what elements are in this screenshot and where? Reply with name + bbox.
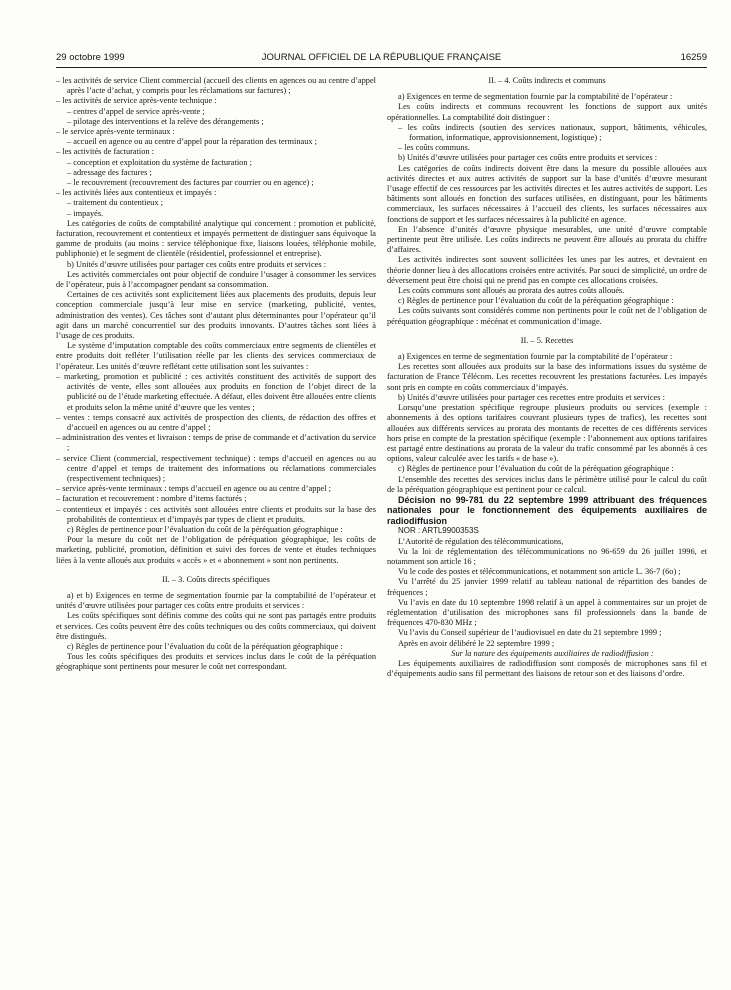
paragraph: a) Exigences en terme de segmentation fournie par la comptabilité de l’opérateur : xyxy=(398,92,673,102)
paragraph: Les catégories de coûts de comptabilité analytique qui concernent : promotion et publicité, facturation, recouvrement et contentieux et impayés permettent de distinguer sans équivoque la gamme de produits (au moins : service téléphonique fixe, liaisons louées, téléphonie mobile, publiphonie) et le segment de clientèle (résidentiel, professionnel et entreprise). xyxy=(56,218,376,259)
paragraph: Les activités commerciales ont pour objectif de conduire l’usager à consommer les services de l’opérateur, puis à l’accompagner pendant sa consommation. xyxy=(56,269,376,290)
paragraph: b) Unités d’œuvre utilisées pour partager ces coûts entre produits et services : xyxy=(67,259,327,269)
list-item: – les coûts communs. xyxy=(398,143,470,153)
paragraph: L’ensemble des recettes des services inclus dans le périmètre utilisé pour le calcul du coût de la péréquation géographique est pertinent pour ce calcul. xyxy=(387,474,707,494)
list-item: – accueil en agence ou au centre d’appel pour la réparation des terminaux ; xyxy=(67,137,317,147)
paragraph: Les activités indirectes sont souvent sollicitées les unes par les autres, et devraient en théorie donner lieu à des allocations croisées entre activités. Par souci de simplicité, un ordre de déversement peut être choisi qui ne prend pas en compte ces allocations croisées. xyxy=(387,255,707,285)
list-item: – administration des ventes et livraison : temps de prise de commande et d’activation du service ; xyxy=(56,433,376,453)
paragraph: Les équipements auxiliaires de radiodiffusion sont composés de microphones sans fil et d’équipements audio sans fil permettant des liaisons de retour son et des liaisons d’ordre. xyxy=(387,659,707,679)
paragraph: c) Règles de pertinence pour l’évaluation du coût de la péréquation géographique : xyxy=(67,524,343,534)
list-item: – les coûts indirects (soutien des services nationaux, support, bâtiments, véhicules, formation, informatique, approvisionnement, logistique) ; xyxy=(398,122,707,143)
list-item: – traitement du contentieux ; xyxy=(67,198,163,208)
paragraph: Vu l’avis en date du 10 septembre 1998 relatif à un appel à commentaires sur un projet de réglementation d’utilisation des microphones sans fil professionnels dans la bande de fréquences 470-830 MHz ; xyxy=(387,597,707,628)
paragraph: L’Autorité de régulation des télécommunications, xyxy=(398,536,564,546)
paragraph: a) et b) Exigences en terme de segmentation fournie par la comptabilité de l’opérateur et unités d’œuvre utilisées pour partager ces coûts entre produits et services : xyxy=(56,590,376,611)
paragraph: Vu l’arrêté du 25 janvier 1999 relatif au tableau national de répartition des bandes de fréquences ; xyxy=(387,577,707,597)
section-heading: II. – 3. Coûts directs spécifiques xyxy=(162,574,270,584)
list-item: – facturation et recouvrement : nombre d’items facturés ; xyxy=(56,494,247,504)
paragraph: Lorsqu’une prestation spécifique regroupe plusieurs produits ou services (exemple : abonnements à des options tarifaires couvrant plusieurs types de trafics), les recettes sont allouées aux différents services au prorata des montants de recettes de ces différents services hors prise en compte de la prestation spécifique (exemple : l’abonnement aux options tarifaires est partagé entre destinations au prorata de la valeur du trafic consommé par les abonnés à ces options, valeur calculée avec les tarifs « de base »). xyxy=(387,403,707,464)
list-item: – les activités liées aux contentieux et impayés : xyxy=(56,188,217,198)
paragraph: Les recettes sont allouées aux produits sur la base des informations issues du système de facturation de France Télécom. Les recettes recouvrent les prestations facturées. Les impayés sont pris en compte en coûts commerciaux d’impayés. xyxy=(387,362,707,392)
paragraph: Vu la loi de réglementation des télécommunications no 96-659 du 26 juillet 1996, et notamment son article 16 ; xyxy=(387,546,707,567)
list-item: – service Client (commercial, respectivement technique) : temps d’accueil en agences ou au centre d’appel et temps de traitement des informations ou réclamations commerciales (respectivement techniques) ; xyxy=(56,453,376,483)
paragraph: Les catégories de coûts indirects doivent être dans la mesure du possible allouées aux activités directes et aux autres activités de support sur la base d’unités d’œuvre mesurant l’usage effectif de ces ressources par les activités directes et les autres activités de support. Les bâtiments sont alloués en fonction des surfaces utilisées, en distinguant, pour les bâtiments commerciaux, les surfaces nécessaires à l’accueil des clients, les surfaces nécessaires aux fonctions de support et les surfaces nécessaires à la publicité en agence. xyxy=(387,163,707,224)
header-page-number: 16259 xyxy=(680,52,707,63)
paragraph: Les coûts indirects et communs recouvrent les fonctions de support aux unités opérationnelles. La comptabilité doit distinguer : xyxy=(387,102,707,122)
paragraph: c) Règles de pertinence pour l’évaluation du coût de la péréquation géographique : xyxy=(67,641,343,651)
list-item: – ventes : temps consacré aux activités de prospection des clients, de rédaction des offres et d’accueil en agences ou au centre d’appel ; xyxy=(56,412,376,432)
list-item: – centres d’appel de service après-vente ; xyxy=(67,106,205,116)
paragraph: Les coûts suivants sont considérés comme non pertinents pour le coût net de l’obligation de péréquation géographique : mécénat et communication d’image. xyxy=(387,306,707,326)
list-item: – service après-vente terminaux : temps d’accueil en agence ou au centre d’appel ; xyxy=(56,484,331,494)
paragraph: b) Unités d’œuvre utilisées pour partager ces recettes entre produits et services : xyxy=(398,392,665,402)
page-header xyxy=(56,52,707,66)
list-item: – conception et exploitation du système de facturation ; xyxy=(67,157,252,167)
paragraph: Les coûts communs sont alloués au prorata des autres coûts alloués. xyxy=(398,286,625,296)
list-item: – les activités de facturation : xyxy=(56,147,155,157)
section-heading: II. – 4. Coûts indirects et communs xyxy=(488,76,606,85)
paragraph: Les coûts spécifiques sont définis comme des coûts qui ne sont pas partagés entre produits et services. Ces coûts peuvent être des coûts techniques ou des coûts commerciaux, qui doivent être distingués. xyxy=(56,611,376,641)
header-date: 29 octobre 1999 xyxy=(56,52,125,63)
left-column xyxy=(56,76,376,673)
nor-reference: NOR : ARTL9900353S xyxy=(398,526,479,536)
list-item: – les activités de service Client commercial (accueil des clients en agences ou au centre d’appel après l’acte d’achat, y compris pour les réclamations sur factures) ; xyxy=(56,76,376,96)
section-heading: II. – 5. Recettes xyxy=(520,335,574,345)
paragraph: c) Règles de pertinence pour l’évaluation du coût de la péréquation géographique : xyxy=(398,464,674,474)
paragraph: Le système d’imputation comptable des coûts commerciaux entre segments de clientèles et entre produits doit refléter l’utilisation réelle par les clients des services commerciaux de l’opérateur. Les unités d’œuvre reflétant cette utilisation sont les suivantes : xyxy=(56,341,376,371)
paragraph: Tous les coûts spécifiques des produits et services inclus dans le coût de la péréquation géographique sont pertinents pour mesurer le coût net correspondant. xyxy=(56,652,376,672)
list-item: – le service après-vente terminaux : xyxy=(56,127,175,137)
list-item: – le recouvrement (recouvrement des factures par courrier ou en agence) ; xyxy=(67,178,314,188)
subheading: Sur la nature des équipements auxiliaires de radiodiffusion : xyxy=(451,648,654,658)
paragraph: Certaines de ces activités sont explicitement liées aux placements des produits, depuis leur conception commerciale jusqu’à leur mise en service (marketing, publicité, ventes, administration des ventes). Ces tâches sont d’autant plus déterminantes pour l’opérateur qu’il agit dans un marché concurrentiel sur des produits innovants. D’autres tâches sont liées à l’usage de ces produits. xyxy=(56,290,376,341)
list-item: – pilotage des interventions et la relève des dérangements ; xyxy=(67,116,264,126)
list-item: – adressage des factures ; xyxy=(67,167,152,177)
list-item: – contentieux et impayés : ces activités sont allouées entre clients et produits sur la base des probabilités de contentieux et d’impayés par types de client et produits. xyxy=(56,504,376,524)
paragraph: Vu l’avis du Conseil supérieur de l’audiovisuel en date du 21 septembre 1999 ; xyxy=(398,628,662,638)
paragraph: Pour la mesure du coût net de l’obligation de péréquation géographique, les coûts de marketing, publicité, promotion, définition et suivi des forces de vente et études techniques liées à la vente alloués aux produits « accès » et « abonnement » sont non pertinents. xyxy=(56,535,376,565)
paragraph: c) Règles de pertinence pour l’évaluation du coût de la péréquation géographique : xyxy=(398,296,674,306)
right-column xyxy=(387,76,707,679)
list-item: – les activités de service après-vente technique : xyxy=(56,96,217,106)
header-rule xyxy=(56,67,707,68)
paragraph: Après en avoir délibéré le 22 septembre 1999 ; xyxy=(398,638,555,648)
list-item: – marketing, promotion et publicité : ces activités constituent des activités de support des activités de vente, elles sont allouées aux produits en fonction de l’objet direct de la publicité ou de l’étude marketing effectuée. A défaut, elles doivent être allouées entre clients et produits selon la même unité d’œuvre que les ventes ; xyxy=(56,371,376,412)
header-journal-title: JOURNAL OFFICIEL DE LA RÉPUBLIQUE FRANÇAISE xyxy=(261,52,502,63)
paragraph: Vu le code des postes et télécommunications, et notamment son article L. 36-7 (6o) ; xyxy=(398,567,681,577)
paragraph: a) Exigences en terme de segmentation fournie par la comptabilité de l’opérateur : xyxy=(398,352,673,362)
paragraph: En l’absence d’unités d’œuvre physique mesurables, une unité d’œuvre comptable pertinente peut être utilisée. Les coûts indirects ne peuvent être alloués au prorata du chiffre d’affaires. xyxy=(387,224,707,255)
decision-title: Décision no 99-781 du 22 septembre 1999 attribuant des fréquences nationales pour le fonctionnement des équipements auxiliaires de radiodiffusion xyxy=(387,494,707,526)
list-item: – impayés. xyxy=(67,208,104,218)
paragraph: b) Unités d’œuvre utilisées pour partager ces coûts entre produits et services : xyxy=(398,153,658,163)
